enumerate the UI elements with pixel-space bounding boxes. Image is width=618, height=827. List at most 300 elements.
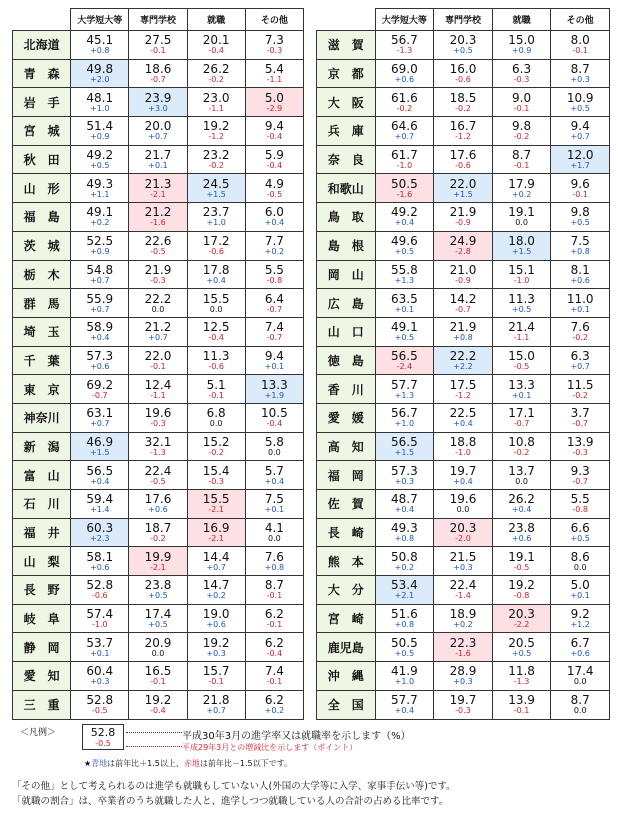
rate-change: +1.0 <box>206 218 226 228</box>
prefecture-name: 大 分 <box>317 576 376 605</box>
rate-value: 19.2 <box>202 119 230 134</box>
rate-cell <box>492 203 551 232</box>
rate-cell <box>492 88 551 117</box>
rate-value: 53.7 <box>86 635 114 650</box>
rate-value: 17.6 <box>144 492 172 507</box>
rate-cell <box>245 432 303 461</box>
rate-change: -0.7 <box>513 419 530 429</box>
prefecture-name: 鳥 取 <box>317 203 376 232</box>
rate-value: 22.3 <box>449 635 477 650</box>
rate-value: 23.9 <box>144 90 172 105</box>
rate-value: 49.6 <box>391 234 418 249</box>
prefecture-name: 神奈川 <box>13 403 71 432</box>
rate-change: +1.7 <box>570 161 590 171</box>
rate-value: 7.7 <box>264 234 284 249</box>
rate-value: 56.5 <box>391 348 418 363</box>
rate-change: +0.8 <box>264 562 285 572</box>
legend-sample-box <box>82 724 124 750</box>
rate-change: -1.6 <box>150 218 166 228</box>
rate-cell <box>492 145 551 174</box>
rate-cell <box>187 88 245 117</box>
rate-change: -0.6 <box>455 161 471 171</box>
rate-value: 23.8 <box>508 521 535 536</box>
table-row <box>13 633 304 662</box>
prefecture-name: 北海道 <box>13 31 71 60</box>
rate-value: 14.2 <box>449 291 477 306</box>
rate-cell <box>551 260 610 289</box>
rate-value: 27.5 <box>144 33 172 48</box>
rate-cell <box>434 31 493 60</box>
table-row <box>13 690 304 719</box>
rate-value: 17.1 <box>508 406 535 421</box>
table-row <box>317 490 610 519</box>
rate-change: +3.0 <box>148 103 168 113</box>
prefecture-name: 京 都 <box>317 59 376 88</box>
table-row <box>13 117 304 146</box>
legend-color-note <box>84 758 292 769</box>
rate-value: 58.9 <box>86 320 114 335</box>
rate-cell <box>434 403 493 432</box>
prefecture-name: 和歌山 <box>317 174 376 203</box>
rate-cell <box>187 604 245 633</box>
table-row <box>13 260 304 289</box>
prefecture-name: 新 潟 <box>13 432 71 461</box>
rate-value: 6.8 <box>206 406 226 421</box>
rate-cell <box>492 490 551 519</box>
rate-change: +0.7 <box>206 706 226 716</box>
rate-value: 9.4 <box>264 348 284 363</box>
legend-sample-diff: -0.5 <box>95 739 111 748</box>
rate-change: -0.3 <box>150 275 166 285</box>
rate-cell <box>71 31 129 60</box>
rate-change: -0.8 <box>513 591 530 601</box>
rate-value: 21.9 <box>449 205 477 220</box>
rate-cell <box>187 289 245 318</box>
rate-cell <box>434 346 493 375</box>
rate-change: -0.1 <box>266 591 283 601</box>
table-row <box>317 88 610 117</box>
legend-value-desc: 平成30年3月の進学率又は就職率を示します（%） <box>182 731 411 742</box>
rate-cell <box>434 518 493 547</box>
rate-cell <box>187 375 245 404</box>
rate-change: -2.1 <box>208 505 224 515</box>
rate-cell <box>245 317 303 346</box>
legend-leader-line-value <box>126 732 182 733</box>
rate-change: -0.2 <box>513 132 530 142</box>
table-row <box>13 461 304 490</box>
rate-value: 6.2 <box>264 607 284 622</box>
rate-change: -1.1 <box>150 390 166 400</box>
rate-cell <box>71 289 129 318</box>
table-row <box>13 576 304 605</box>
rate-change: -0.5 <box>91 706 108 716</box>
rate-value: 19.7 <box>449 693 477 708</box>
rate-cell <box>187 461 245 490</box>
rate-value: 69.2 <box>86 377 114 392</box>
table-row <box>13 432 304 461</box>
rate-change: +1.5 <box>90 447 110 457</box>
rate-value: 28.9 <box>449 664 477 679</box>
prefecture-table-left <box>12 8 304 720</box>
rate-change: +0.9 <box>511 46 532 56</box>
rate-change: +1.5 <box>394 447 415 457</box>
rate-value: 21.5 <box>449 549 477 564</box>
rate-cell <box>187 145 245 174</box>
rate-change: -0.1 <box>150 46 166 56</box>
rate-cell <box>187 231 245 260</box>
rate-cell <box>129 461 187 490</box>
rate-cell <box>551 31 610 60</box>
rate-change: -2.1 <box>208 534 224 544</box>
prefecture-name: 青 森 <box>13 59 71 88</box>
rate-change: +0.3 <box>453 562 473 572</box>
rate-cell <box>434 375 493 404</box>
rate-change: -0.1 <box>150 361 166 371</box>
rate-value: 20.3 <box>449 521 477 536</box>
prefecture-name: 東 京 <box>13 375 71 404</box>
rate-cell <box>245 31 303 60</box>
prefecture-name: 石 川 <box>13 490 71 519</box>
rate-change: 0.0 <box>515 476 528 486</box>
rate-cell <box>245 403 303 432</box>
rate-cell <box>187 117 245 146</box>
rate-change: +0.6 <box>206 620 226 630</box>
rate-value: 8.7 <box>512 148 532 163</box>
rate-cell <box>245 576 303 605</box>
rate-cell <box>551 403 610 432</box>
rate-change: +0.5 <box>394 648 415 658</box>
footnote-employment-ratio: 「就職の割合」は、卒業者のうち就職した人と、進学しつつ就職している人の合計の占める比率です。 <box>12 795 449 807</box>
rate-value: 21.4 <box>508 320 535 335</box>
rate-value: 18.6 <box>144 62 172 77</box>
rate-value: 9.0 <box>512 90 532 105</box>
rate-cell <box>129 403 187 432</box>
rate-change: +1.5 <box>511 247 532 257</box>
rate-cell <box>129 375 187 404</box>
rate-change: +0.7 <box>90 275 110 285</box>
rate-change: -1.3 <box>150 447 166 457</box>
rate-cell <box>375 576 434 605</box>
rate-change: +0.9 <box>90 247 110 257</box>
rate-cell <box>129 662 187 691</box>
header-vocational: 専門学校 <box>434 9 493 31</box>
rate-change: +0.1 <box>264 361 285 371</box>
rate-cell <box>551 662 610 691</box>
rate-value: 7.5 <box>570 234 590 249</box>
rate-value: 9.6 <box>570 176 590 191</box>
rate-change: -0.6 <box>208 247 224 257</box>
rate-value: 19.2 <box>202 635 230 650</box>
rate-change: +0.5 <box>570 534 590 544</box>
rate-change: -0.2 <box>208 447 224 457</box>
rate-cell <box>375 662 434 691</box>
rate-change: -1.0 <box>513 275 530 285</box>
rate-change: +1.0 <box>394 419 415 429</box>
prefecture-name: 埼 玉 <box>13 317 71 346</box>
rate-value: 16.5 <box>144 664 172 679</box>
rate-change: +0.8 <box>570 247 590 257</box>
rate-cell <box>551 117 610 146</box>
rate-cell <box>245 690 303 719</box>
rate-cell <box>71 690 129 719</box>
rate-change: -0.4 <box>208 333 224 343</box>
rate-change: -2.8 <box>455 247 471 257</box>
rate-cell <box>434 203 493 232</box>
rate-change: +0.4 <box>394 706 415 716</box>
rate-value: 6.6 <box>570 521 590 536</box>
rate-cell <box>434 576 493 605</box>
rate-change: +0.7 <box>570 132 590 142</box>
rate-cell <box>551 88 610 117</box>
rate-value: 19.1 <box>508 549 535 564</box>
rate-cell <box>375 31 434 60</box>
rate-value: 22.2 <box>144 291 172 306</box>
rate-value: 21.2 <box>144 320 172 335</box>
rate-cell <box>375 289 434 318</box>
rate-value: 8.7 <box>570 62 590 77</box>
rate-cell <box>129 576 187 605</box>
rate-change: +0.2 <box>453 620 473 630</box>
rate-change: -0.2 <box>208 75 224 85</box>
rate-change: +0.4 <box>264 476 285 486</box>
rate-change: +0.2 <box>264 247 285 257</box>
rate-value: 7.6 <box>264 549 284 564</box>
rate-change: -0.1 <box>150 677 166 687</box>
rate-value: 6.3 <box>512 62 532 77</box>
rate-cell <box>71 403 129 432</box>
rate-value: 16.7 <box>449 119 477 134</box>
table-row <box>317 231 610 260</box>
rate-cell <box>245 174 303 203</box>
prefecture-name: 長 崎 <box>317 518 376 547</box>
rate-cell <box>129 690 187 719</box>
rate-value: 14.4 <box>202 549 230 564</box>
table-row <box>13 547 304 576</box>
rate-value: 22.4 <box>144 463 172 478</box>
rate-value: 5.8 <box>264 434 284 449</box>
rate-cell <box>492 604 551 633</box>
rate-value: 41.9 <box>391 664 418 679</box>
prefecture-name: 群 馬 <box>13 289 71 318</box>
rate-value: 55.8 <box>391 262 418 277</box>
rate-value: 17.5 <box>449 377 477 392</box>
rate-value: 9.8 <box>570 205 590 220</box>
rate-cell <box>434 59 493 88</box>
rate-cell <box>187 403 245 432</box>
rate-value: 57.7 <box>391 377 418 392</box>
rate-change: -0.1 <box>513 706 530 716</box>
rate-change: +0.7 <box>90 419 110 429</box>
table-row <box>317 31 610 60</box>
rate-cell <box>245 604 303 633</box>
rate-change: -0.5 <box>513 361 530 371</box>
rate-cell <box>375 633 434 662</box>
rate-cell <box>375 346 434 375</box>
rate-cell <box>434 690 493 719</box>
prefecture-name: 香 川 <box>317 375 376 404</box>
rate-cell <box>434 604 493 633</box>
rate-cell <box>492 690 551 719</box>
rate-change: +0.9 <box>90 132 110 142</box>
rate-change: +0.6 <box>90 361 110 371</box>
rate-cell <box>71 317 129 346</box>
rate-cell <box>71 145 129 174</box>
legend-label: ＜凡例＞ <box>20 728 57 738</box>
prefecture-name: 栃 木 <box>13 260 71 289</box>
rate-change: +0.8 <box>453 333 473 343</box>
prefecture-name: 千 葉 <box>13 346 71 375</box>
rate-value: 5.0 <box>570 578 590 593</box>
rate-cell <box>551 203 610 232</box>
rate-cell <box>492 260 551 289</box>
rate-value: 20.9 <box>144 635 172 650</box>
rate-cell <box>71 174 129 203</box>
rate-value: 15.7 <box>202 664 230 679</box>
rate-value: 21.2 <box>144 205 172 220</box>
rate-value: 21.8 <box>202 693 230 708</box>
rate-change: -0.6 <box>91 591 108 601</box>
rate-value: 57.3 <box>86 348 114 363</box>
prefecture-name: 熊 本 <box>317 547 376 576</box>
rate-cell <box>434 88 493 117</box>
rate-value: 22.4 <box>449 578 477 593</box>
rate-cell <box>492 432 551 461</box>
rate-change: +0.3 <box>394 476 415 486</box>
rate-change: +0.7 <box>394 132 415 142</box>
rate-cell <box>492 461 551 490</box>
rate-value: 8.6 <box>570 549 590 564</box>
rate-change: +1.2 <box>570 620 590 630</box>
rate-value: 63.1 <box>86 406 114 421</box>
rate-cell <box>492 375 551 404</box>
rate-value: 22.0 <box>144 348 172 363</box>
rate-value: 17.8 <box>202 262 230 277</box>
rate-cell <box>71 375 129 404</box>
rate-cell <box>551 231 610 260</box>
rate-value: 5.5 <box>570 492 590 507</box>
rate-change: -1.2 <box>208 132 224 142</box>
rate-cell <box>434 633 493 662</box>
table-row <box>317 662 610 691</box>
rate-change: +0.4 <box>511 505 532 515</box>
header-university: 大学短大等 <box>375 9 434 31</box>
rate-change: -0.1 <box>513 161 530 171</box>
rate-change: +2.0 <box>90 75 110 85</box>
prefecture-name: 愛 知 <box>13 662 71 691</box>
rate-cell <box>187 633 245 662</box>
rate-value: 49.8 <box>86 62 114 77</box>
rate-cell <box>187 490 245 519</box>
rate-change: +0.3 <box>90 677 110 687</box>
legend-red-label: 赤地 <box>183 759 200 768</box>
rate-change: -2.0 <box>455 534 471 544</box>
rate-change: +0.5 <box>570 103 590 113</box>
table-row <box>13 59 304 88</box>
rate-value: 49.1 <box>86 205 114 220</box>
rate-value: 26.2 <box>202 62 230 77</box>
rate-cell <box>551 576 610 605</box>
rate-change: +0.3 <box>453 677 473 687</box>
right-table-body <box>317 31 610 720</box>
rate-cell <box>551 317 610 346</box>
rate-cell <box>492 117 551 146</box>
rate-cell <box>245 117 303 146</box>
rate-change: -0.9 <box>455 275 471 285</box>
rate-change: +0.4 <box>206 275 226 285</box>
prefecture-name: 徳 島 <box>317 346 376 375</box>
rate-cell <box>434 260 493 289</box>
rate-change: +0.5 <box>511 304 532 314</box>
rate-value: 5.0 <box>264 90 284 105</box>
rate-cell <box>129 260 187 289</box>
rate-value: 5.9 <box>264 148 284 163</box>
rate-cell <box>492 231 551 260</box>
prefecture-name: 高 知 <box>317 432 376 461</box>
rate-cell <box>129 145 187 174</box>
rate-value: 49.2 <box>86 148 114 163</box>
rate-value: 19.7 <box>449 463 477 478</box>
rate-value: 8.1 <box>570 262 590 277</box>
rate-value: 7.3 <box>264 33 284 48</box>
rate-change: +0.5 <box>90 161 110 171</box>
rate-change: -0.4 <box>266 161 283 171</box>
rate-value: 21.9 <box>144 262 172 277</box>
table-row <box>317 576 610 605</box>
rate-value: 17.4 <box>566 664 594 679</box>
rate-value: 61.6 <box>391 90 418 105</box>
rate-cell <box>375 88 434 117</box>
rate-cell <box>129 547 187 576</box>
rate-cell <box>71 490 129 519</box>
prefecture-name: 三 重 <box>13 690 71 719</box>
table-row <box>317 461 610 490</box>
rate-change: -2.2 <box>513 620 530 630</box>
rate-cell <box>551 547 610 576</box>
prefecture-name: 静 岡 <box>13 633 71 662</box>
rate-change: +0.7 <box>570 361 590 371</box>
table-row <box>317 375 610 404</box>
rate-value: 20.1 <box>202 33 230 48</box>
rate-change: -1.1 <box>513 333 530 343</box>
rate-cell <box>129 174 187 203</box>
rate-value: 13.3 <box>508 377 535 392</box>
rate-value: 18.9 <box>449 607 477 622</box>
rate-change: +2.3 <box>90 534 110 544</box>
rate-cell <box>375 59 434 88</box>
rate-value: 58.1 <box>86 549 114 564</box>
rate-value: 5.5 <box>264 262 284 277</box>
rate-cell <box>245 145 303 174</box>
legend-star: ★ <box>84 759 92 768</box>
rate-value: 15.0 <box>508 348 535 363</box>
table-row <box>13 145 304 174</box>
rate-cell <box>492 403 551 432</box>
rate-value: 19.1 <box>508 205 535 220</box>
rate-change: 0.0 <box>515 218 528 228</box>
prefecture-table-right <box>316 8 610 720</box>
prefecture-name: 岡 山 <box>317 260 376 289</box>
rate-cell <box>187 662 245 691</box>
legend-blue-desc: は前年比＋1.5以上、 <box>107 759 184 768</box>
table-row <box>13 31 304 60</box>
rate-value: 10.9 <box>566 90 594 105</box>
rate-value: 19.2 <box>508 578 535 593</box>
rate-cell <box>375 518 434 547</box>
rate-cell <box>129 231 187 260</box>
rate-change: -0.2 <box>208 161 224 171</box>
legend-sample-value: 52.8 <box>90 726 116 739</box>
table-row <box>317 346 610 375</box>
